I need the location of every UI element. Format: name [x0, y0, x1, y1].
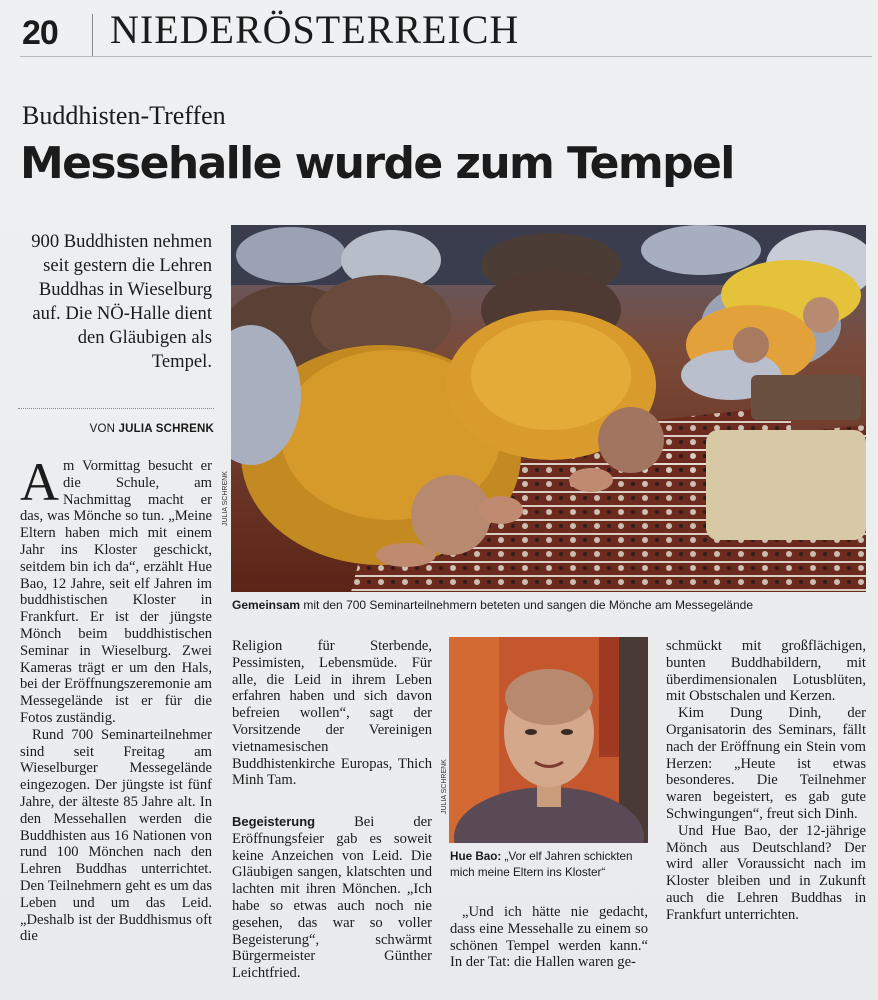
- column2-paragraph2: Bei der Eröffnungsfeier gab es soweit keine Anzeichen von Leid. Die Gläubigen sangen, klatschten und lachten mit ihren Mönchen. „Ich habe so etwas auch noch nie gesehen, das war so voller Begeisterung“, schwärmt Bürgermeister Günther Leichtfried.: [232, 814, 432, 982]
- article-lead: 900 Buddhisten nehmen seit gestern die Lehren Buddhas in Wieselburg auf. Die NÖ-Halle dient den Gläubigen als Tempel.: [31, 231, 212, 372]
- byline: [30, 423, 214, 435]
- article-headline: Messehalle wurde zum Tempel: [20, 138, 734, 189]
- main-photo-monks-bowing: [231, 225, 866, 592]
- header-divider: [92, 14, 93, 56]
- drop-cap: A: [20, 452, 59, 512]
- column1-paragraph1: m Vormittag besucht er die Schule, am Nachmittag macht er das, was Mönche so tun. „Meine Eltern haben mich mit einem Jahr ins Kloster geschickt, seitdem bin ich da“, erzählt Hue Bao, 12 Jahre, seit elf Jahren im buddhistischen Kloster in Frankfurt. Er ist der jüngste Mönch beim buddhistischen Seminar in Wieselburg. Zwei Kameras trägt er um den Hals, bei der Eröffnungszeremonie am Messegelände ist er für die Fotos zuständig.: [20, 458, 212, 726]
- article-paragraph: [20, 452, 212, 727]
- portrait-caption-bold: Hue Bao:: [450, 850, 502, 863]
- article-kicker: Buddhisten-Treffen: [22, 101, 226, 130]
- article-column-1: [20, 452, 212, 945]
- lead-separator: [18, 408, 214, 409]
- column1-paragraph2: Rund 700 Seminarteilnehmer sind seit Freitag am Wieselburger Messegelände eingezogen. Der jüngste ist fünf Jahre, der älteste 85 Jahre alt. In den Messehallen werden die Buddhisten aus 16 Nationen von rund 100 Mönchen nach den Lehren Buddhas unterrichtet. Den Teilnehmern geht es um das Leben und um das Leid. „Deshalb ist der Buddhismus oft die: [20, 726, 212, 945]
- portrait-photo-caption: [450, 849, 650, 881]
- header-rule: [20, 56, 872, 57]
- main-caption-bold: Gemeinsam: [232, 598, 301, 612]
- column3-paragraph1: schmückt mit großflächigen, bunten Buddhabildern, mit überdimensionalen Lotusblüten, mit Obstschalen und Kerzen.: [666, 638, 866, 705]
- column3-paragraph2: Kim Dung Dinh, der Organisatorin des Seminars, fällt nach der Eröffnung ein Stein vom Herzen: „Heute ist etwas besonderes. Die Teilnehmer waren begeistert, es gab gute Schwingungen“, freut sich Dinh.: [666, 705, 866, 822]
- article-column-3: [666, 638, 866, 924]
- subhead-begeisterung: Begeisterung: [232, 814, 316, 829]
- article-column-2: [232, 638, 432, 789]
- main-caption-text: mit den 700 Seminarteilnehmern beteten und sangen die Mönche am Messegelände: [300, 598, 753, 612]
- page-number: 20: [22, 14, 58, 52]
- article-column-2-lower: [232, 814, 432, 982]
- column2-paragraph2-wrap: [232, 814, 432, 982]
- portrait-photo-hue-bao: [449, 637, 648, 843]
- article-column-2c: [450, 904, 648, 971]
- byline-prefix: VON: [89, 423, 116, 435]
- main-photo-credit: JULIA SCHRENK: [222, 471, 229, 526]
- portrait-photo-credit: JULIA SCHRENK: [441, 759, 448, 814]
- column2c-paragraph1: „Und ich hätte nie gedacht, dass eine Messehalle zu einem so schönen Tempel werden kann.“ In der Tat: die Hallen waren ge-: [450, 904, 648, 971]
- portrait-caption-text: „Vor elf Jahren schickten mich meine Eltern ins Kloster“: [450, 850, 633, 879]
- byline-author: JULIA SCHRENK: [118, 423, 214, 435]
- column3-paragraph3: Und Hue Bao, der 12-jährige Mönch aus Deutschland? Der wird aller Voraussicht nach im Kloster bleiben und in Zukunft auch die Lehren Buddhas in Frankfurt unterrichten.: [666, 822, 866, 923]
- main-photo-caption: [232, 598, 872, 612]
- section-title: NIEDERÖSTERREICH: [110, 7, 520, 52]
- column2-paragraph1: Religion für Sterbende, Pessimisten, Lebensmüde. Für alle, die Leid in ihrem Leben erfahren haben und sich davon befreien wollen“, sagt der Vorsitzende der Vereinigen vietnamesischen Buddhistenkirche Europas, Thich Minh Tam.: [232, 638, 432, 789]
